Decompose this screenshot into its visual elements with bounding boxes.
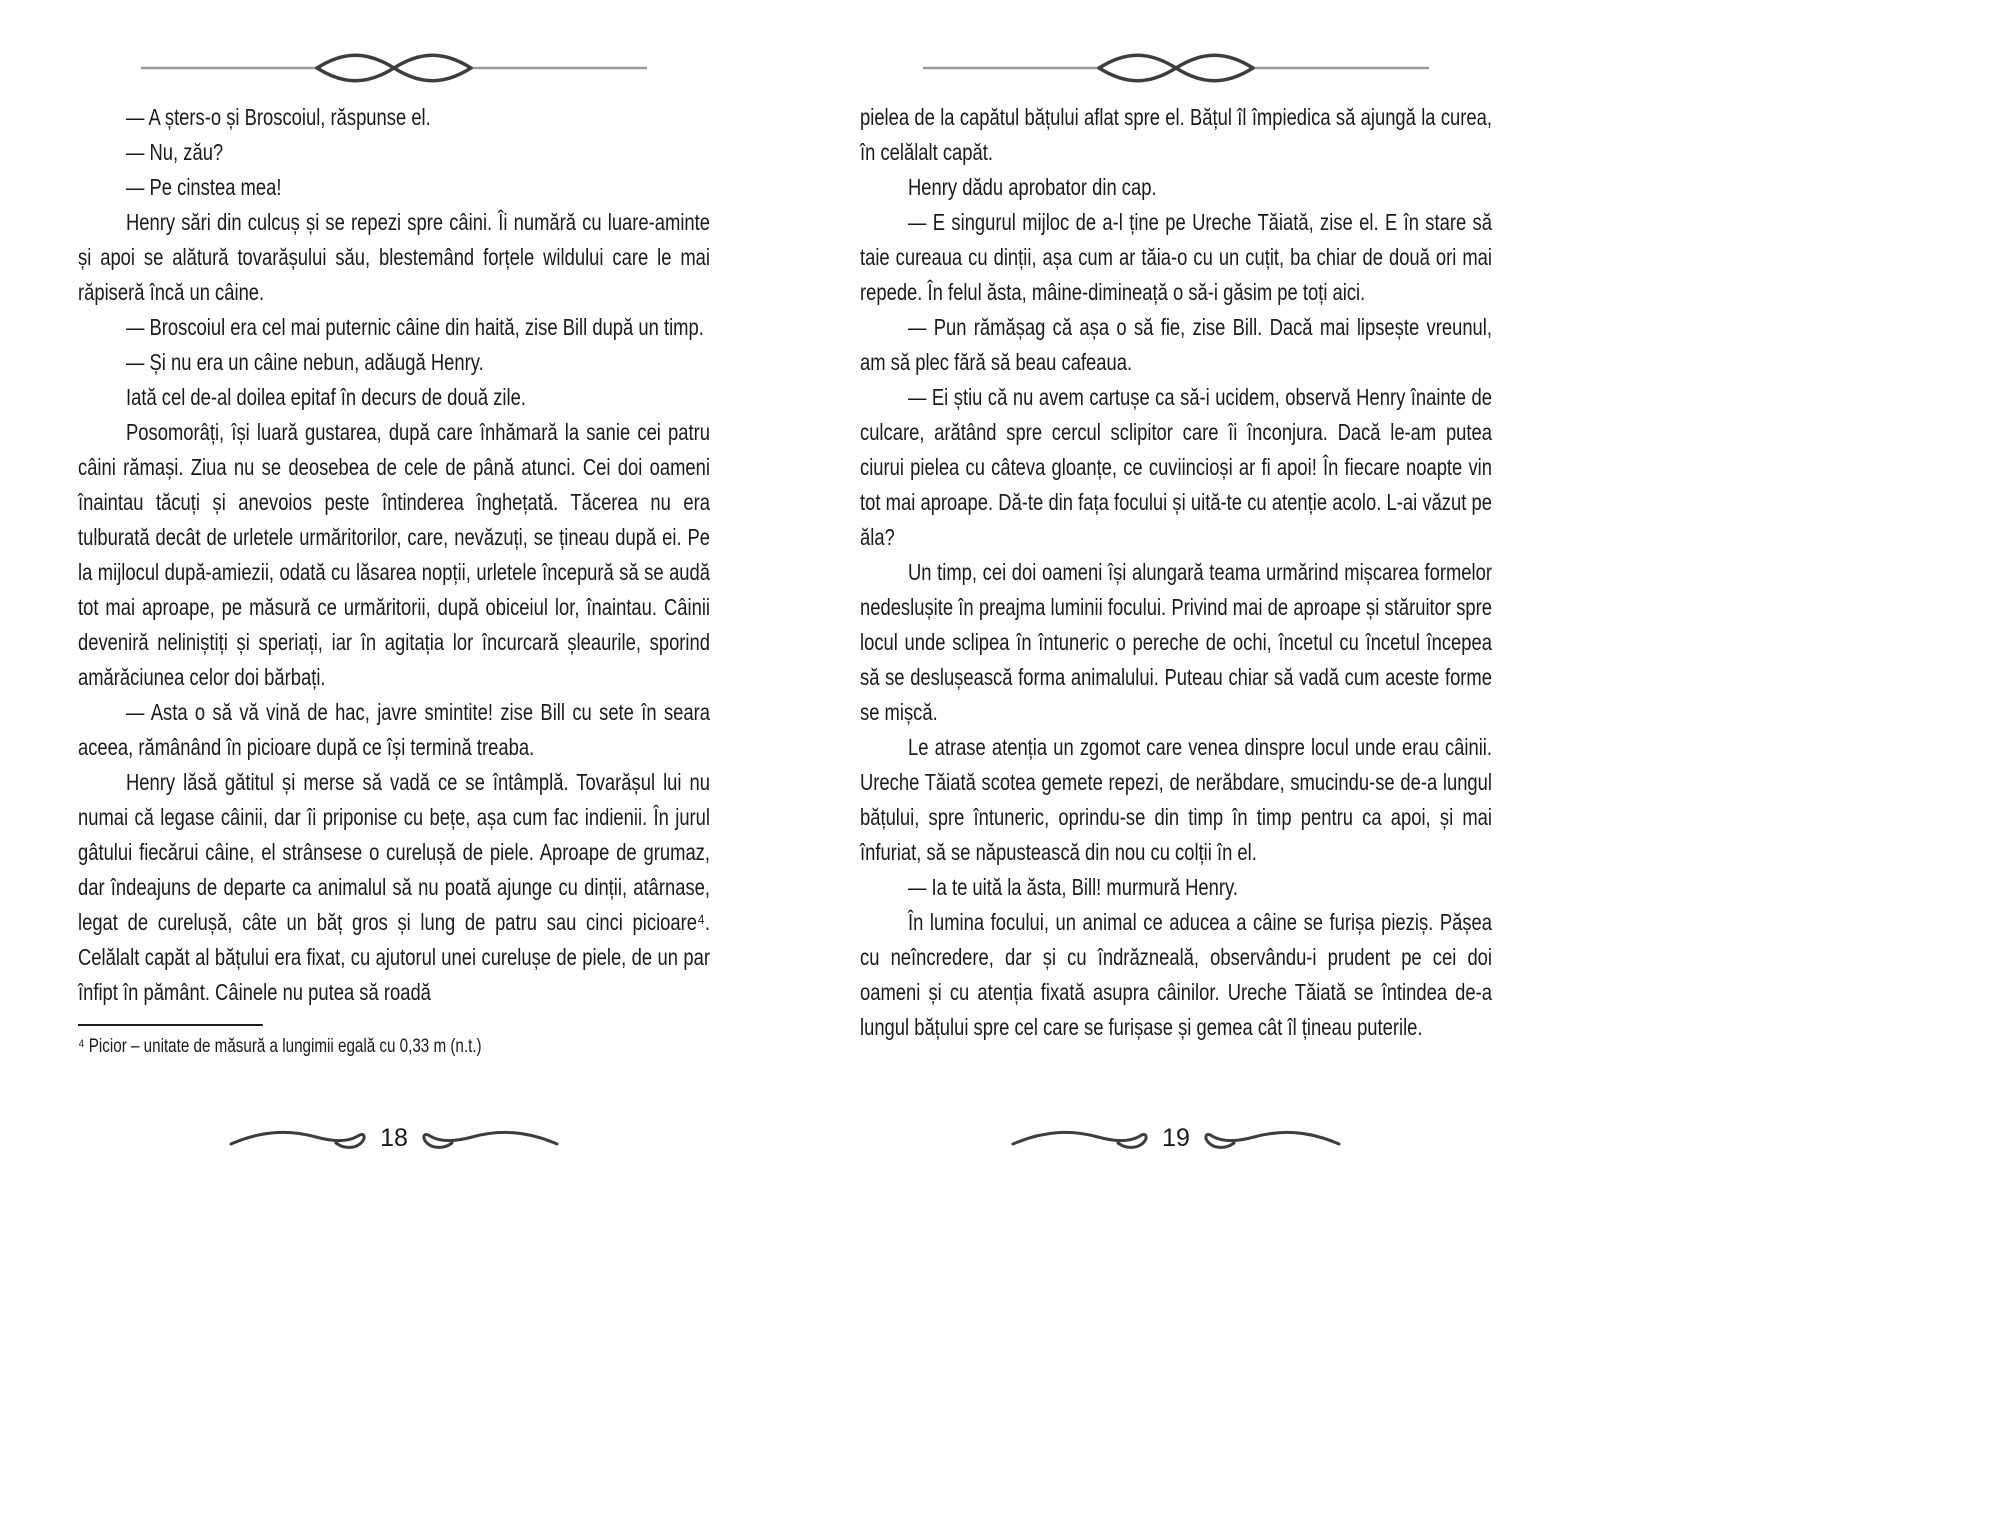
- paragraph: — Pun rămășag că așa o să fie, zise Bill. Dacă mai lipsește vreunul, am să plec fără să beau cafeaua.: [860, 314, 1492, 375]
- flourish-left-icon: [228, 1122, 368, 1154]
- paragraph: — Broscoiul era cel mai puternic câine din haită, zise Bill după un timp.: [126, 314, 704, 340]
- paragraph: Le atrase atenția un zgomot care venea dinspre locul unde erau câinii. Ureche Tăiată scotea gemete repezi, de nerăbdare, smucindu-se de-a lungul bățului, spre întuneric, oprindu-se din timp în timp pentru ca apoi, și mai înfuriat, să se năpustească din nou cu colții în el.: [860, 734, 1492, 865]
- footnote-block: [78, 1024, 710, 1059]
- paragraph: — Pe cinstea mea!: [126, 174, 282, 200]
- paragraph: Henry lăsă gătitul și merse să vadă ce se întâmplă. Tovarășul lui nu numai că legase câinii, dar îi priponise cu bețe, așa cum fac indienii. În jurul gâtului fiecărui câine, el strânsese o curelușă de piele. Aproape de grumaz, dar îndeajuns de departe ca animalul să nu poată ajunge cu dinții, atârnase, legat de curelușă, câte un băț gros și lung de patru sau cinci picioare⁴. Celălalt capăt al bățului era fixat, cu ajutorul unei curelușe de piele, de un par înfipt în pământ. Câinele nu putea să roadă: [78, 769, 710, 1005]
- page-left: [78, 0, 710, 1538]
- paragraph: În lumina focului, un animal ce aducea a câine se furișa pieziș. Pășea cu neîncredere, dar și cu îndrăzneală, observându-i prudent pe cei doi oameni și cu atenția fixată asupra câinilor. Ureche Tăiată se întindea de-a lungul bățului spre cel care se furișase și gemea cât îl țineau puterile.: [860, 909, 1492, 1040]
- page-number: 18: [380, 1123, 408, 1152]
- footnote-divider: [78, 1024, 263, 1026]
- flourish-right-icon: [420, 1122, 560, 1154]
- page-right: [860, 0, 1492, 1538]
- page-body: [78, 100, 710, 1059]
- paragraph: — Ia te uită la ăsta, Bill! murmură Henry.: [908, 874, 1238, 900]
- paragraph: Iată cel de-al doilea epitaf în decurs de două zile.: [126, 384, 526, 410]
- paragraph: — A șters-o și Broscoiul, răspunse el.: [126, 104, 431, 130]
- paragraph: — Ei știu că nu avem cartușe ca să-i ucidem, observă Henry înainte de culcare, arătând spre cercul sclipitor care îi înconjura. Dacă le-am putea ciurui pielea cu câteva gloanțe, ce cuviincioși ar fi apoi! În fiecare noapte vin tot mai aproape. Dă-te din fața focului și uită-te cu atenție acolo. L-ai văzut pe ăla?: [860, 384, 1492, 550]
- paragraph: — Asta o să vă vină de hac, javre smintite! zise Bill cu sete în seara aceea, rămânând în picioare după ce își termină treaba.: [78, 699, 710, 760]
- page-footer: [78, 1122, 710, 1154]
- page-body: [860, 100, 1492, 1045]
- paragraph: pielea de la capătul bățului aflat spre el. Bățul îl împiedica să ajungă la curea, în celălalt capăt.: [860, 104, 1492, 165]
- flourish-left-icon: [1010, 1122, 1150, 1154]
- text-column: [860, 100, 1492, 1045]
- paragraph: Un timp, cei doi oameni își alungară teama urmărind mișcarea formelor nedeslușite în preajma luminii focului. Privind mai de aproape și stăruitor spre locul unde sclipea în întuneric o pereche de ochi, încetul cu încetul începea să se deslușească forma animalului. Puteau chiar să vadă cum aceste forme se mișcă.: [860, 559, 1492, 725]
- paragraph: — Și nu era un câine nebun, adăugă Henry.: [126, 349, 484, 375]
- infinity-knot-divider-icon: [921, 50, 1431, 86]
- page-number: 19: [1162, 1123, 1190, 1152]
- paragraph: Henry dădu aprobator din cap.: [908, 174, 1157, 200]
- infinity-knot-divider-icon: [139, 50, 649, 86]
- page-footer: [860, 1122, 1492, 1154]
- paragraph: — Nu, zău?: [126, 139, 224, 165]
- flourish-right-icon: [1202, 1122, 1342, 1154]
- text-column: [78, 100, 710, 1010]
- paragraph: Posomorâți, își luară gustarea, după care înhămară la sanie cei patru câini rămași. Ziua nu se deosebea de cele de până atunci. Cei doi oameni înaintau tăcuți și anevoios peste întinderea înghețată. Tăcerea nu era tulburată decât de urletele urmăritorilor, care, nevăzuți, se țineau după ei. Pe la mijlocul după-amiezii, odată cu lăsarea nopții, urletele începură să se audă tot mai aproape, pe măsură ce urmăritorii, după obiceiul lor, înaintau. Câinii deveniră neliniștiți și speriați, iar în agitația lor încurcară șleaurile, sporind amărăciunea celor doi bărbați.: [78, 419, 710, 690]
- paragraph: Henry sări din culcuș și se repezi spre câini. Îi numără cu luare-aminte și apoi se alătură tovarășului său, blestemând forțele wildului care le mai răpiseră încă un câine.: [78, 209, 710, 305]
- paragraph: — E singurul mijloc de a-l ține pe Ureche Tăiată, zise el. E în stare să taie cureaua cu dinții, așa cum ar tăia-o cu un cuțit, ba chiar de două ori mai repede. În felul ăsta, mâine-dimineață o să-i găsim pe toți aici.: [860, 209, 1492, 305]
- footnote-text: ⁴ Picior – unitate de măsură a lungimii egală cu 0,33 m (n.t.): [78, 1036, 482, 1057]
